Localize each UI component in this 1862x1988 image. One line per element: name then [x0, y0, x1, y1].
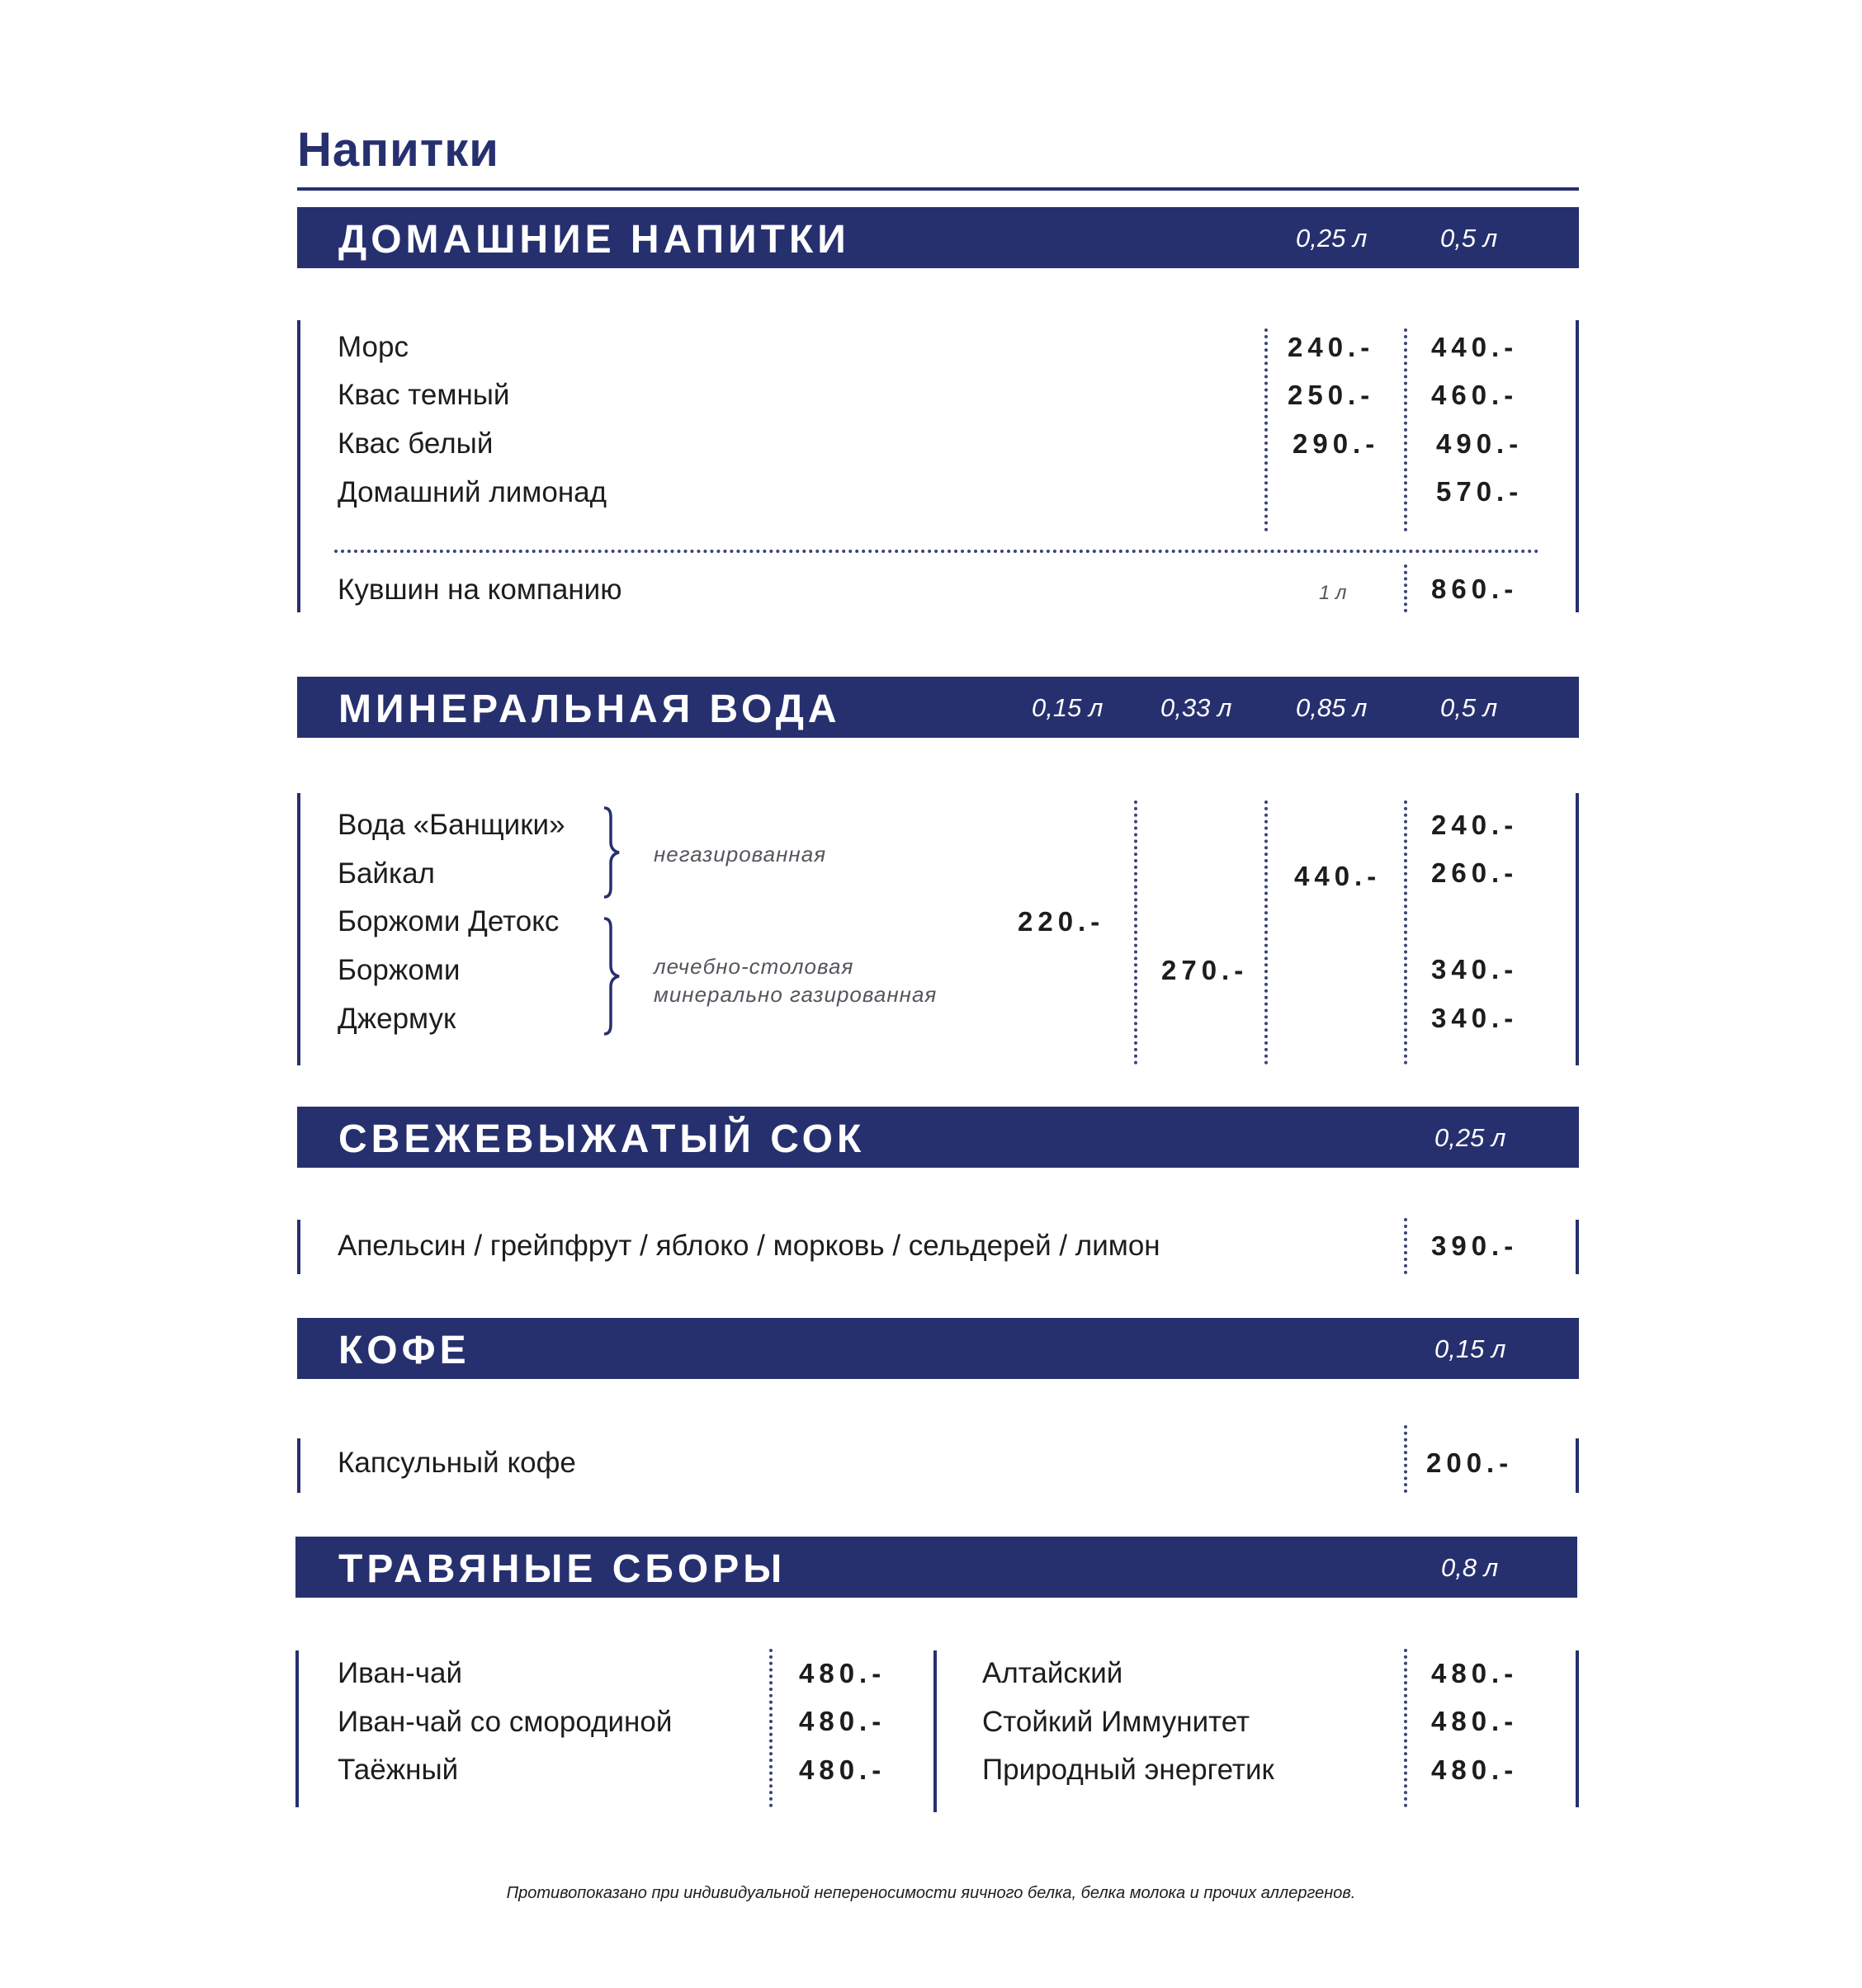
section-title: ТРАВЯНЫЕ СБОРЫ: [338, 1547, 787, 1591]
price: 250.-: [1288, 380, 1375, 410]
column-divider: [1404, 564, 1407, 612]
curly-brace-icon: [599, 916, 622, 1036]
column-divider: [1404, 1425, 1407, 1493]
column-divider: [1264, 800, 1268, 1065]
column-divider: [1404, 1649, 1407, 1807]
section-header-fresh-juice: [297, 1107, 1579, 1168]
section-header-herbal: [295, 1537, 1577, 1598]
menu-item: Стойкий Иммунитет: [982, 1706, 1250, 1738]
menu-item: Капсульный кофе: [338, 1447, 576, 1479]
menu-item: Байкал: [338, 857, 435, 890]
note-still: негазированная: [654, 842, 827, 867]
price: 480.-: [799, 1706, 886, 1736]
section-right-rule: [1576, 1220, 1579, 1274]
section-header-home-drinks: [297, 207, 1579, 268]
price: 240.-: [1431, 810, 1519, 840]
menu-item: Иван-чай: [338, 1657, 463, 1689]
menu-item: Джермук: [338, 1003, 456, 1035]
price: 480.-: [1431, 1706, 1519, 1736]
price: 270.-: [1161, 955, 1249, 985]
menu-item: Апельсин / грейпфрут / яблоко / морковь / сельдерей / лимон: [338, 1230, 1160, 1262]
menu-item: Домашний лимонад: [338, 476, 607, 508]
volume-label: 0,25 л: [1296, 224, 1368, 253]
price: 570.-: [1436, 476, 1524, 507]
price: 490.-: [1436, 428, 1524, 459]
section-left-rule: [297, 320, 300, 612]
price: 390.-: [1431, 1230, 1519, 1261]
price: 480.-: [1431, 1754, 1519, 1785]
column-divider: [1134, 800, 1137, 1065]
menu-item: Природный энергетик: [982, 1754, 1274, 1786]
section-title: СВЕЖЕВЫЖАТЫЙ СОК: [338, 1117, 866, 1161]
price: 290.-: [1293, 428, 1380, 459]
price: 200.-: [1426, 1447, 1514, 1478]
row-divider: [334, 550, 1539, 553]
price: 340.-: [1431, 1003, 1519, 1033]
menu-item: Боржоми Детокс: [338, 905, 560, 937]
price: 860.-: [1431, 574, 1519, 604]
volume-label: 0,85 л: [1296, 693, 1368, 722]
page-title: Напитки: [297, 123, 499, 177]
menu-item: Квас белый: [338, 427, 494, 460]
price: 460.-: [1431, 380, 1519, 410]
menu-item: Квас темный: [338, 379, 510, 411]
menu-item: Иван-чай со смородиной: [338, 1706, 673, 1738]
section-title: ДОМАШНИЕ НАПИТКИ: [338, 218, 850, 262]
section-right-rule: [1576, 320, 1579, 612]
price: 440.-: [1294, 861, 1382, 891]
volume-label: 0,5 л: [1440, 693, 1498, 722]
price: 480.-: [799, 1754, 886, 1785]
section-middle-rule: [933, 1650, 937, 1812]
section-title: КОФЕ: [338, 1329, 470, 1372]
section-left-rule: [297, 793, 300, 1065]
price: 340.-: [1431, 954, 1519, 985]
section-left-rule: [297, 1220, 300, 1274]
menu-item: Таёжный: [338, 1754, 459, 1786]
price: 220.-: [1018, 906, 1105, 937]
price: 480.-: [1431, 1658, 1519, 1688]
section-header-coffee: [297, 1318, 1579, 1379]
column-divider: [1404, 328, 1407, 531]
column-divider: [769, 1649, 773, 1807]
volume-label: 0,5 л: [1440, 224, 1498, 253]
menu-item: Боржоми: [338, 954, 461, 986]
price: 240.-: [1288, 332, 1375, 362]
menu-item: Морс: [338, 331, 409, 363]
volume-label: 1 л: [1319, 582, 1347, 604]
curly-brace-icon: [599, 805, 622, 900]
section-left-rule: [297, 1438, 300, 1493]
price: 440.-: [1431, 332, 1519, 362]
section-left-rule: [295, 1650, 299, 1807]
section-right-rule: [1576, 793, 1579, 1065]
column-divider: [1264, 328, 1268, 531]
volume-label: 0,33 л: [1160, 693, 1232, 722]
volume-label: 0,15 л: [1434, 1334, 1506, 1363]
section-right-rule: [1576, 1650, 1579, 1807]
title-divider: [297, 187, 1579, 191]
volume-label: 0,25 л: [1434, 1123, 1506, 1152]
section-right-rule: [1576, 1438, 1579, 1493]
allergen-disclaimer: Противопоказано при индивидуальной непереносимости яичного белка, белка молока и прочих аллергенов.: [506, 1884, 1356, 1902]
note-sparkling-line2: минерально газированная: [654, 982, 938, 1007]
price: 480.-: [799, 1658, 886, 1688]
menu-item: Алтайский: [982, 1657, 1123, 1689]
volume-label: 0,8 л: [1441, 1553, 1499, 1582]
price: 260.-: [1431, 857, 1519, 888]
section-header-mineral-water: [297, 677, 1579, 738]
section-title: МИНЕРАЛЬНАЯ ВОДА: [338, 687, 841, 731]
menu-item: Кувшин на компанию: [338, 574, 622, 606]
column-divider: [1404, 1218, 1407, 1274]
note-sparkling-line1: лечебно-столовая: [654, 954, 854, 979]
column-divider: [1404, 800, 1407, 1065]
volume-label: 0,15 л: [1032, 693, 1103, 722]
menu-item: Вода «Банщики»: [338, 809, 565, 841]
